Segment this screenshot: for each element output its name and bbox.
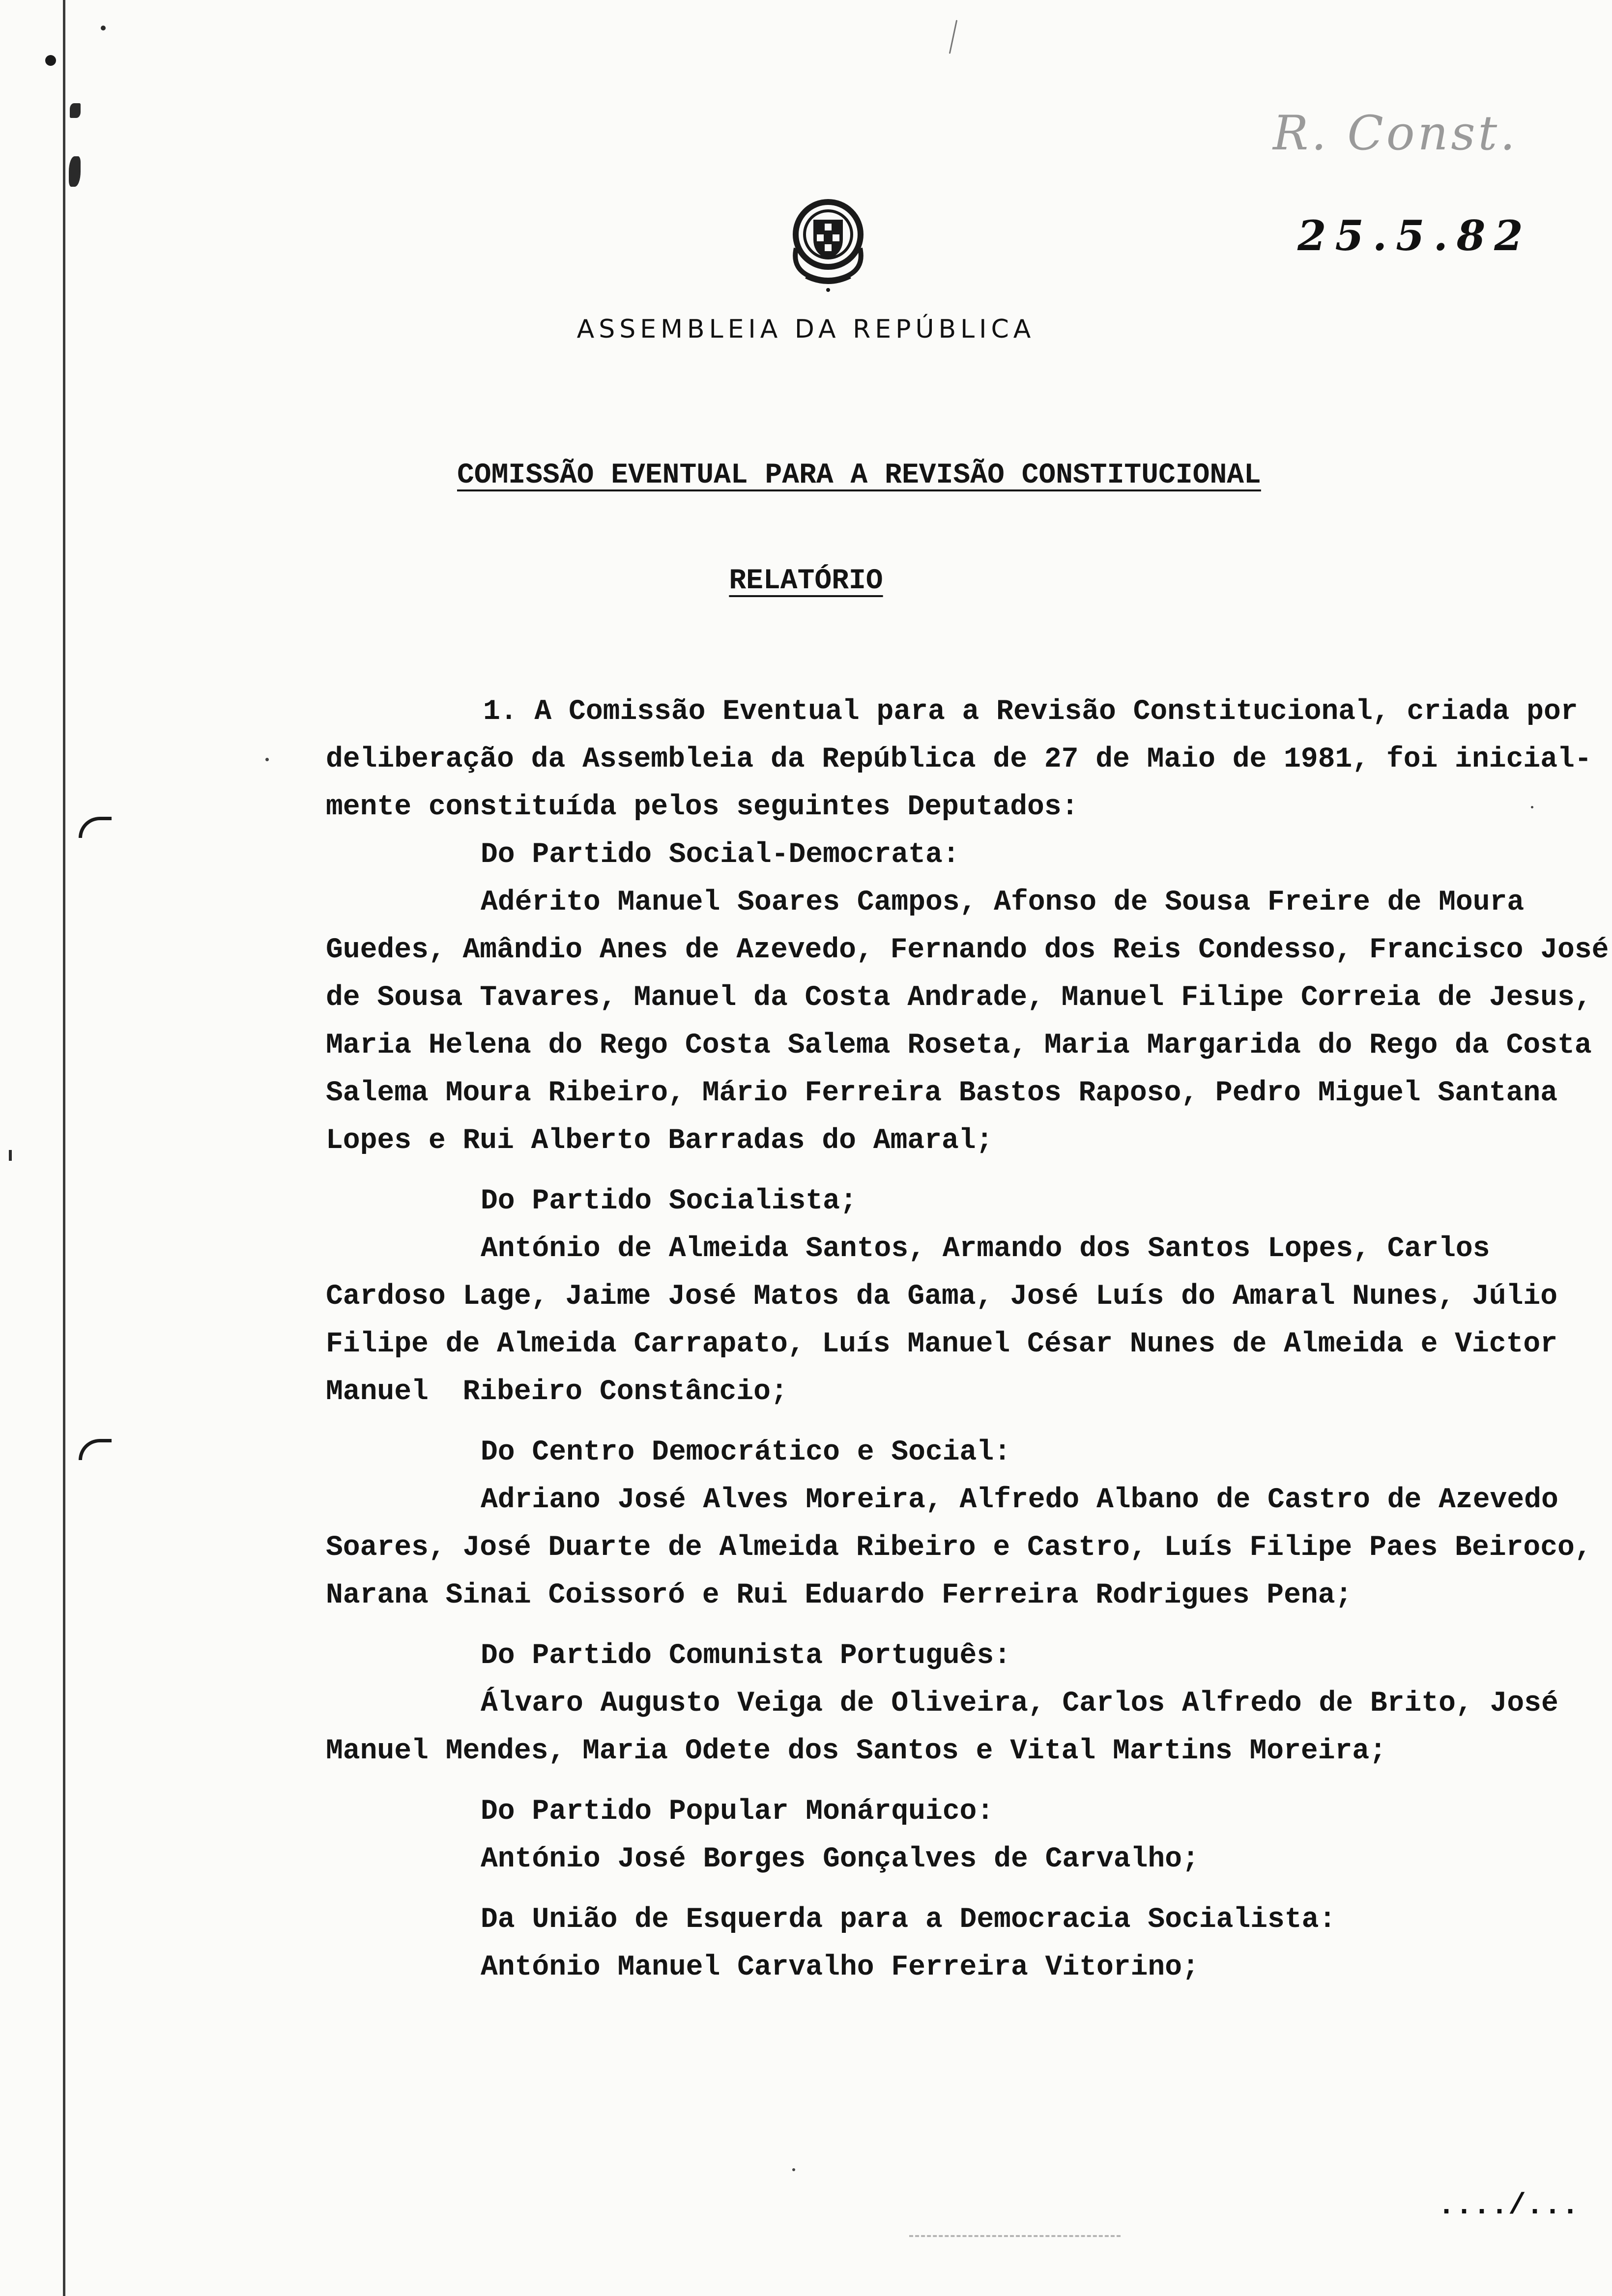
margin-mark bbox=[70, 103, 81, 118]
intro-paragraph bbox=[326, 688, 1592, 831]
document-body bbox=[326, 688, 1609, 1991]
report-title: RELATÓRIO bbox=[729, 565, 883, 597]
handwritten-note: R. Const. bbox=[1273, 106, 1518, 161]
text-line: Manuel Ribeiro Constâncio; bbox=[326, 1376, 788, 1408]
committee-title: COMISSÃO EVENTUAL PARA A REVISÃO CONSTITUCIONAL bbox=[457, 459, 1261, 491]
text-line: Adérito Manuel Soares Campos, Afonso de Sousa Freire de Moura bbox=[481, 887, 1525, 918]
portuguese-coat-of-arms-icon bbox=[777, 189, 880, 292]
party-block-ueds bbox=[326, 1896, 1486, 1991]
margin-mark bbox=[69, 156, 81, 187]
party-block-ppm bbox=[326, 1788, 1486, 1883]
party-heading: Do Centro Democrático e Social: bbox=[481, 1436, 1011, 1468]
party-heading: Do Partido Social-Democrata: bbox=[481, 839, 960, 871]
party-heading: Do Partido Socialista; bbox=[481, 1185, 857, 1217]
text-line: Álvaro Augusto Veiga de Oliveira, Carlos Alfredo de Brito, José bbox=[481, 1688, 1558, 1720]
text-line: Manuel Mendes, Maria Odete dos Santos e Vital Martins Moreira; bbox=[326, 1735, 1386, 1767]
text-line: Lopes e Rui Alberto Barradas do Amaral; bbox=[326, 1125, 993, 1157]
page-left-edge bbox=[63, 0, 65, 2296]
text-line: 1. A Comissão Eventual para a Revisão Constitucional, criada por bbox=[483, 696, 1578, 728]
text-line: deliberação da Assembleia da República de 27 de Maio de 1981, foi inicial- bbox=[326, 744, 1592, 775]
party-block-cds bbox=[326, 1429, 1592, 1619]
text-line: Narana Sinai Coissoró e Rui Eduardo Ferreira Rodrigues Pena; bbox=[326, 1579, 1353, 1611]
paper-speck bbox=[792, 2168, 795, 2171]
party-heading: Do Partido Comunista Português: bbox=[481, 1640, 1011, 1672]
binding-hole-icon bbox=[45, 55, 56, 66]
text-line: Cardoso Lage, Jaime José Matos da Gama, José Luís do Amaral Nunes, Júlio bbox=[326, 1281, 1558, 1313]
paper-speck bbox=[949, 20, 957, 54]
party-block-psd bbox=[326, 831, 1609, 1165]
text-line: Guedes, Amândio Anes de Azevedo, Fernando dos Reis Condesso, Francisco José bbox=[326, 934, 1609, 966]
text-line: António de Almeida Santos, Armando dos Santos Lopes, Carlos bbox=[481, 1233, 1490, 1265]
text-line: mente constituída pelos seguintes Deputados: bbox=[326, 791, 1079, 823]
staple-mark-icon bbox=[79, 817, 112, 838]
text-line: de Sousa Tavares, Manuel da Costa Andrade, Manuel Filipe Correia de Jesus, bbox=[326, 982, 1592, 1014]
party-block-ps bbox=[326, 1177, 1558, 1416]
party-heading: Da União de Esquerda para a Democracia Socialista: bbox=[481, 1904, 1336, 1936]
text-line: António José Borges Gonçalves de Carvalho; bbox=[481, 1843, 1199, 1875]
margin-mark bbox=[9, 1150, 12, 1161]
paper-speck bbox=[265, 758, 269, 761]
party-block-pcp bbox=[326, 1632, 1558, 1775]
footer-faint-marks bbox=[909, 2235, 1121, 2237]
text-line: Adriano José Alves Moreira, Alfredo Albano de Castro de Azevedo bbox=[481, 1484, 1558, 1516]
institution-name: ASSEMBLEIA DA REPÚBLICA bbox=[576, 315, 1036, 344]
text-line: Filipe de Almeida Carrapato, Luís Manuel César Nunes de Almeida e Victor bbox=[326, 1328, 1558, 1360]
margin-tick bbox=[101, 26, 106, 30]
page-continuation-mark: ..../... bbox=[1438, 2189, 1580, 2223]
paper-speck bbox=[1531, 806, 1533, 808]
text-line: Salema Moura Ribeiro, Mário Ferreira Bastos Raposo, Pedro Miguel Santana bbox=[326, 1077, 1558, 1109]
text-line: Soares, José Duarte de Almeida Ribeiro e Castro, Luís Filipe Paes Beiroco, bbox=[326, 1532, 1592, 1564]
text-line: António Manuel Carvalho Ferreira Vitorino; bbox=[481, 1952, 1199, 1983]
staple-mark-icon bbox=[79, 1439, 112, 1460]
text-line: Maria Helena do Rego Costa Salema Roseta, Maria Margarida do Rego da Costa bbox=[326, 1030, 1592, 1062]
handwritten-date: 25.5.82 bbox=[1297, 211, 1532, 260]
party-heading: Do Partido Popular Monárquico: bbox=[481, 1796, 994, 1828]
